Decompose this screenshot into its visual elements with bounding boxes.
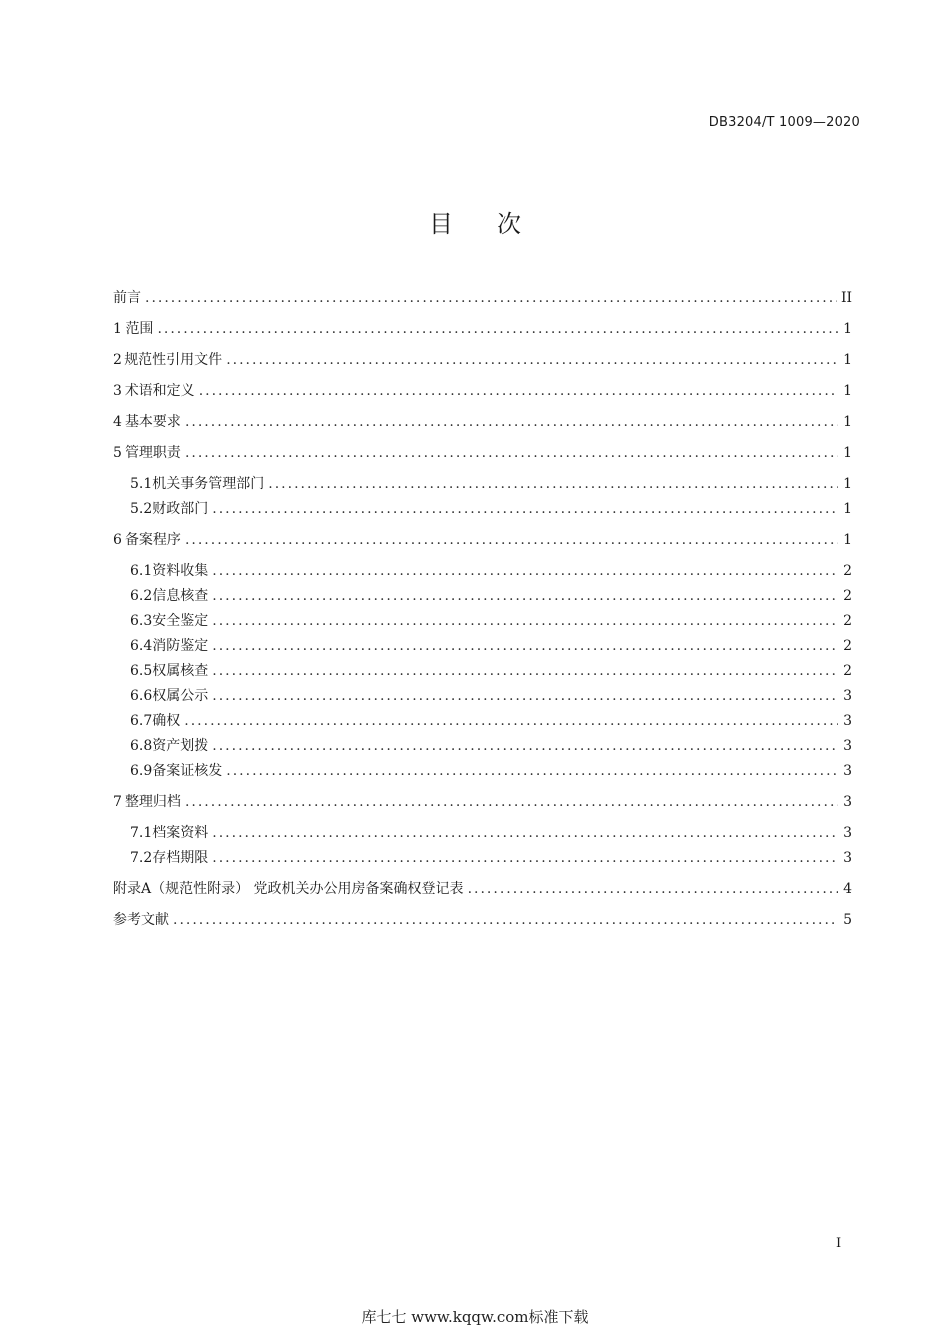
toc-entry-number: 7.2: [130, 850, 153, 866]
toc-dot-leader: [212, 661, 838, 681]
toc-entry-7[interactable]: [113, 792, 852, 812]
toc-entry-page: 4: [843, 881, 852, 897]
toc-entry-foreword[interactable]: [113, 288, 852, 308]
toc-entry-label: 财政部门: [152, 501, 209, 517]
toc-entry-label: 备案证核发: [152, 763, 223, 779]
toc-entry-5[interactable]: [113, 443, 852, 463]
toc-entry-2[interactable]: [113, 350, 852, 370]
toc-entry-6-7[interactable]: [130, 711, 852, 731]
toc-entry-4[interactable]: [113, 412, 852, 432]
page-title-part2: 次: [497, 210, 521, 238]
page-title: [0, 204, 950, 239]
toc-entry-label: 管理职责: [124, 445, 181, 461]
toc-dot-leader: [226, 761, 838, 781]
toc-entry-number: 5.1: [130, 476, 153, 492]
toc-entry-number: 6.5: [130, 663, 153, 679]
toc-entry-number: 6.7: [130, 713, 153, 729]
toc-entry-label: 安全鉴定: [152, 613, 209, 629]
toc-entry-label: 规范性引用文件: [124, 352, 223, 368]
toc-entry-number: 6.2: [130, 588, 153, 604]
toc-entry-6-6[interactable]: [130, 686, 852, 706]
toc-entry-page: 3: [843, 825, 852, 841]
toc-entry-page: 1: [843, 414, 852, 430]
toc-entry-page: 1: [843, 383, 852, 399]
toc-entry-page: 3: [843, 738, 852, 754]
toc-entry-6-8[interactable]: [130, 736, 852, 756]
toc-entry-7-1[interactable]: [130, 823, 852, 843]
toc-entry-label: 确权: [152, 713, 181, 729]
toc-entry-label: 权属核查: [152, 663, 209, 679]
toc-entry-label: 信息核查: [152, 588, 209, 604]
toc-entry-label: 整理归档: [124, 794, 181, 810]
toc-dot-leader: [212, 499, 838, 519]
toc-entry-page: 3: [843, 763, 852, 779]
toc-entry-page: 5: [843, 912, 852, 928]
toc-entry-label: 附录A（规范性附录） 党政机关办公用房备案确权登记表: [113, 881, 464, 897]
toc-dot-leader: [212, 636, 838, 656]
toc-entry-page: 2: [843, 588, 852, 604]
toc-entry-label: 档案资料: [152, 825, 209, 841]
toc-entry-page: 3: [843, 713, 852, 729]
toc-dot-leader: [212, 823, 838, 843]
page-title-part1: 目: [429, 210, 453, 238]
toc-entry-1[interactable]: [113, 319, 852, 339]
toc-dot-leader: [212, 611, 838, 631]
toc-entry-6-9[interactable]: [130, 761, 852, 781]
toc-entry-label: 参考文献: [113, 912, 169, 928]
toc-dot-leader: [212, 736, 838, 756]
toc-entry-number: 6.6: [130, 688, 153, 704]
toc-entry-number: 2: [113, 352, 122, 368]
toc-dot-leader: [185, 412, 838, 432]
toc-entry-number: 6.9: [130, 763, 153, 779]
toc-entry-6-1[interactable]: [130, 561, 852, 581]
toc-entry-number: 7.1: [130, 825, 153, 841]
toc-entry-label: 备案程序: [124, 532, 181, 548]
toc-entry-number: 6: [113, 532, 122, 548]
toc-entry-label: 范围: [125, 321, 154, 337]
toc-dot-leader: [185, 792, 838, 812]
toc-entry-page: 1: [843, 321, 852, 337]
toc-entry-6-4[interactable]: [130, 636, 852, 656]
toc-entry-page: 3: [843, 850, 852, 866]
toc-entry-label: 基本要求: [124, 414, 181, 430]
toc-entry-number: 6.4: [130, 638, 153, 654]
toc-entry-page: 2: [843, 563, 852, 579]
toc-entry-number: 1: [113, 321, 122, 337]
toc-entry-page: II: [840, 290, 852, 306]
toc-entry-label: 消防鉴定: [152, 638, 209, 654]
toc-dot-leader: [173, 910, 838, 930]
toc-dot-leader: [145, 288, 837, 308]
toc-entry-page: 2: [843, 613, 852, 629]
toc-entry-number: 6.3: [130, 613, 153, 629]
toc-entry-page: 1: [843, 352, 852, 368]
toc-entry-label: 权属公示: [152, 688, 209, 704]
toc-entry-number: 7: [113, 794, 122, 810]
toc-entry-page: 2: [843, 638, 852, 654]
toc-dot-leader: [185, 443, 838, 463]
toc-entry-page: 1: [843, 476, 852, 492]
page-number: I: [836, 1236, 842, 1251]
toc-entry-6-5[interactable]: [130, 661, 852, 681]
toc-entry-page: 1: [843, 445, 852, 461]
toc-entry-page: 1: [843, 501, 852, 517]
toc-entry-number: 3: [113, 383, 122, 399]
toc-dot-leader: [468, 879, 838, 899]
toc-entry-7-2[interactable]: [130, 848, 852, 868]
toc-entry-label: 术语和定义: [124, 383, 195, 399]
toc-entry-number: 4: [113, 414, 122, 430]
toc-entry-5-2[interactable]: [130, 499, 852, 519]
toc-dot-leader: [226, 350, 838, 370]
toc-dot-leader: [212, 586, 838, 606]
toc-dot-leader: [184, 711, 838, 731]
toc-dot-leader: [212, 686, 838, 706]
site-watermark: 库七七 www.kqqw.com标准下载: [361, 1308, 589, 1326]
toc-entry-number: 6.8: [130, 738, 153, 754]
toc-entry-page: 3: [843, 688, 852, 704]
toc-entry-label: 存档期限: [152, 850, 209, 866]
toc-dot-leader: [199, 381, 838, 401]
toc-entry-6-2[interactable]: [130, 586, 852, 606]
toc-entry-appendix-a[interactable]: [113, 879, 852, 899]
toc-entry-references[interactable]: [113, 910, 852, 930]
toc-entry-label: 资料收集: [152, 563, 209, 579]
toc-entry-number: 5.2: [130, 501, 153, 517]
toc-entry-5-1[interactable]: [130, 474, 852, 494]
toc-entry-number: 6.1: [130, 563, 153, 579]
toc-dot-leader: [212, 848, 838, 868]
toc-entry-6[interactable]: [113, 530, 852, 550]
toc-dot-leader: [185, 530, 838, 550]
toc-dot-leader: [212, 561, 838, 581]
toc-dot-leader: [157, 319, 838, 339]
toc-entry-label: 资产划拨: [152, 738, 209, 754]
toc-entry-page: 1: [843, 532, 852, 548]
toc-entry-3[interactable]: [113, 381, 852, 401]
toc-entry-page: 3: [843, 794, 852, 810]
document-code: DB3204/T 1009—2020: [708, 115, 860, 130]
toc-entry-label: 机关事务管理部门: [152, 476, 265, 492]
toc-entry-page: 2: [843, 663, 852, 679]
toc-entry-6-3[interactable]: [130, 611, 852, 631]
toc-entry-label: 前言: [113, 290, 141, 306]
toc-entry-number: 5: [113, 445, 122, 461]
toc-dot-leader: [268, 474, 838, 494]
